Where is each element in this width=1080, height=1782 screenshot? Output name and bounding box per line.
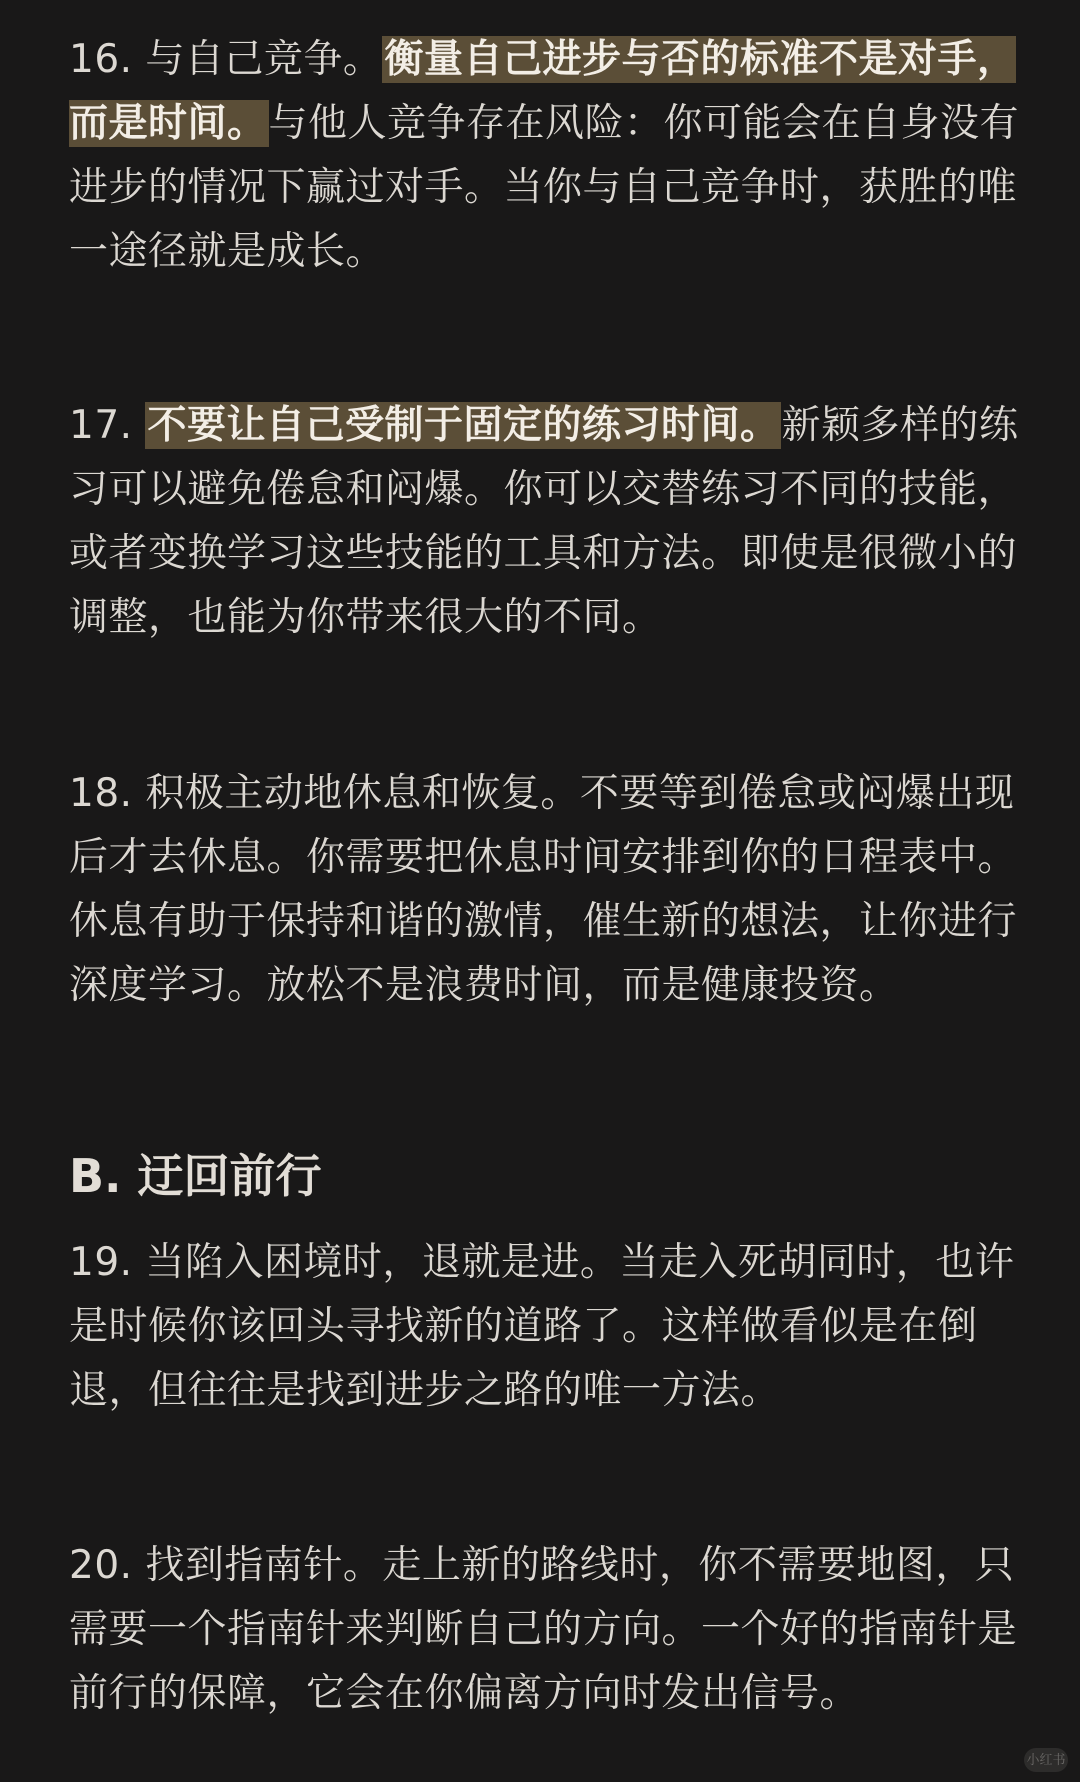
item-number: 18. bbox=[69, 771, 133, 816]
watermark-logo: 小红书 bbox=[1024, 1748, 1068, 1772]
item-number: 17. bbox=[69, 403, 133, 448]
item-lead-text: 与自己竞争。 bbox=[132, 37, 383, 82]
item-number: 16. bbox=[69, 37, 133, 82]
item-body-text: 新颖多样的练习可以避免倦怠和闷爆。你可以交替练习不同的技能，或者变换学习这些技能的工具和方法。即使是很微小的调整，也能为你带来很大的不同。 bbox=[69, 403, 1019, 640]
item-body-text: 积极主动地休息和恢复。不要等到倦怠或闷爆出现后才去休息。你需要把休息时间安排到你的日程表中。休息有助于保持和谐的激情，催生新的想法，让你进行深度学习。放松不是浪费时间，而是健康投资。 bbox=[69, 771, 1018, 1008]
item-body-text: 当陷入困境时，退就是进。当走入死胡同时，也许是时候你该回头寻找新的道路了。这样做看似是在倒退，但往往是找到进步之路的唯一方法。 bbox=[69, 1240, 1015, 1413]
list-item-18 bbox=[69, 762, 1029, 1018]
item-body-text: 找到指南针。走上新的路线时，你不需要地图，只需要一个指南针来判断自己的方向。一个好的指南针是前行的保障，它会在你偏离方向时发出信号。 bbox=[69, 1543, 1018, 1716]
section-heading: B. 迂回前行 bbox=[69, 1149, 322, 1203]
highlighted-text: 不要让自己受制于固定的练习时间。 bbox=[147, 403, 780, 448]
item-number: 19. bbox=[69, 1240, 133, 1285]
list-item-20 bbox=[69, 1534, 1029, 1726]
list-item-16 bbox=[69, 28, 1029, 284]
list-item-17 bbox=[69, 394, 1029, 650]
item-lead-text bbox=[133, 403, 146, 448]
list-item-19 bbox=[69, 1231, 1029, 1423]
item-body-text: 与他人竞争存在风险：你可能会在自身没有进步的情况下赢过对手。当你与自己竞争时，获胜的唯一途径就是成长。 bbox=[69, 101, 1020, 274]
highlighted-text: 衡量自己进步与否的标准不是对手，而是时间。 bbox=[69, 37, 1017, 146]
item-number: 20. bbox=[69, 1543, 133, 1588]
